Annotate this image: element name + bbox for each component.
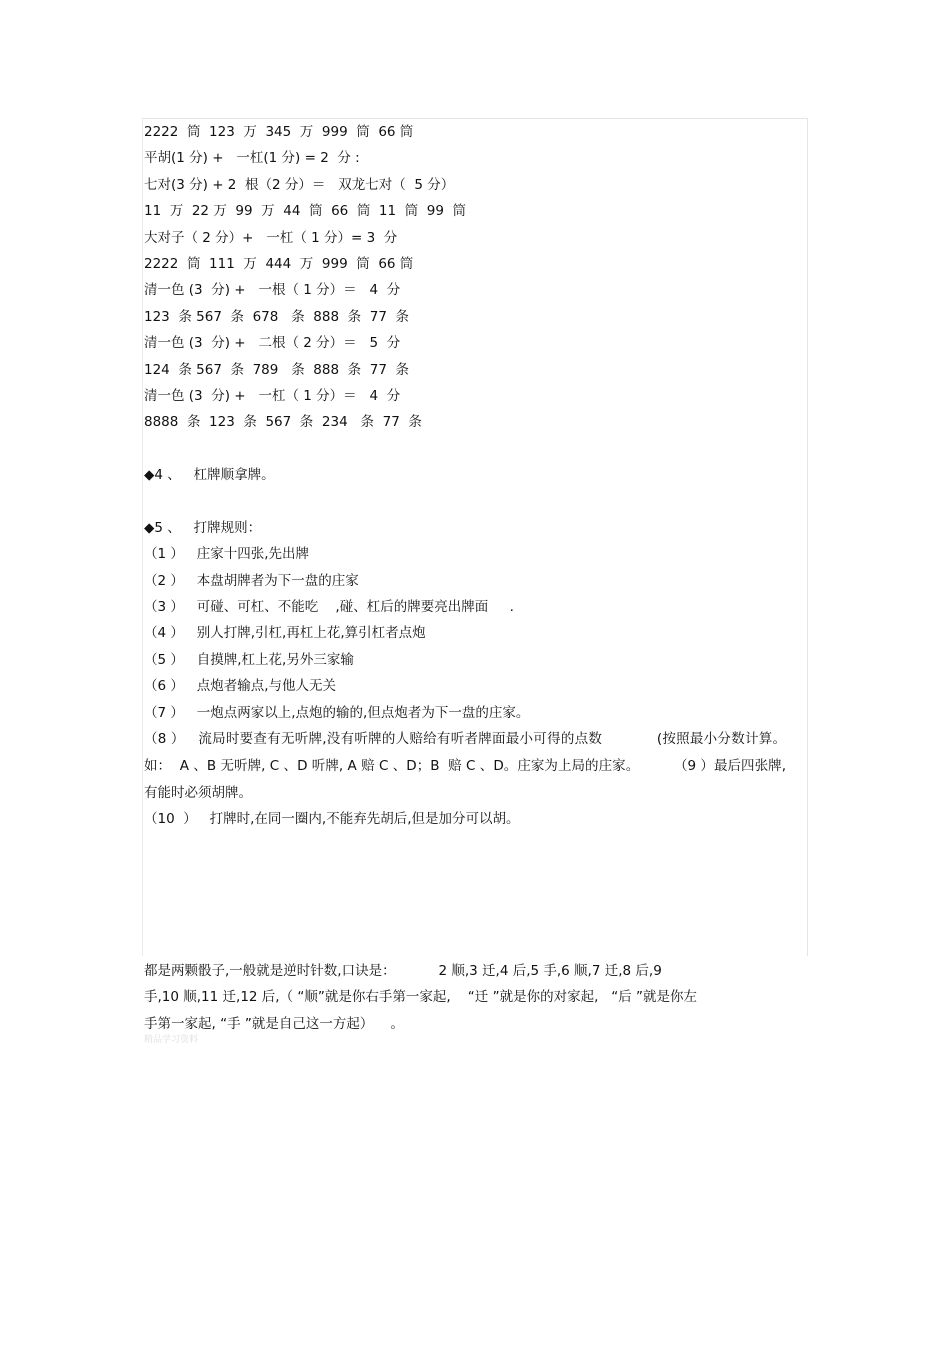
rule-item-8-9	[144, 726, 786, 806]
example-line: 大对子（ 2 分）+ 一杠（ 1 分）= 3 分	[144, 229, 398, 246]
section-5-heading: ◆5 、 打牌规则：	[144, 519, 262, 536]
footer-line: 都是两颗骰子,一般就是逆时针数,口诀是： 2 顺,3 迁,4 后,5 手,6 顺,7 迁,8 后,9	[144, 963, 662, 979]
rule-item: （5 ） 自摸牌,杠上花,另外三家输	[144, 651, 354, 668]
example-line: 124 条 567 条 789 条 888 条 77 条	[144, 361, 409, 378]
scoring-examples	[144, 119, 794, 436]
rule-item: （6 ） 点炮者输点,与他人无关	[144, 678, 337, 695]
footer-line: 手,10 顺,11 迁,12 后,（ “顺”就是你右手第一家起, “迁 ”就是你的对家起, “后 ”就是你左	[144, 989, 698, 1006]
watermark-note: 精品学习资料	[144, 1035, 199, 1045]
spacer	[144, 488, 794, 514]
rule-item: （2 ） 本盘胡牌者为下一盘的庄家	[144, 572, 359, 589]
example-line: 123 条 567 条 678 条 888 条 77 条	[144, 308, 409, 325]
example-line: 平胡(1 分) + 一杠(1 分) = 2 分 :	[144, 150, 360, 167]
example-line: 2222 筒 123 万 345 万 999 筒 66 筒	[144, 124, 414, 140]
document-body	[144, 119, 794, 833]
example-line: 8888 条 123 条 567 条 234 条 77 条	[144, 414, 422, 431]
example-line: 11 万 22 万 99 万 44 筒 66 筒 11 筒 99 筒	[144, 203, 467, 220]
footer-line: 手第一家起, “手 ”就是自己这一方起） 。	[144, 1015, 405, 1032]
rule-item: （3 ） 可碰、可杠、不能吃 ,碰、杠后的牌要亮出牌面 .	[144, 599, 514, 616]
section-4-heading: ◆4 、 杠牌顺拿牌。	[144, 467, 275, 484]
example-line: 清一色 (3 分) + 一杠（ 1 分）＝ 4 分	[144, 387, 401, 404]
example-line: 清一色 (3 分) + 一根（ 1 分）＝ 4 分	[144, 282, 401, 299]
example-line: 清一色 (3 分) + 二根（ 2 分）＝ 5 分	[144, 335, 401, 352]
rule-item-10: （10 ） 打牌时,在同一圈内,不能弃先胡后,但是加分可以胡。	[144, 811, 520, 828]
example-line: 2222 筒 111 万 444 万 999 筒 66 筒	[144, 255, 414, 272]
rule-item: （7 ） 一炮点两家以上,点炮的输的,但点炮者为下一盘的庄家。	[144, 704, 530, 721]
spacer	[144, 436, 794, 462]
rules-list	[144, 541, 794, 833]
dice-rules-footer	[144, 958, 744, 1037]
example-line: 七对(3 分) + 2 根（2 分）＝ 双龙七对（ 5 分）	[144, 176, 455, 193]
rule-item: （4 ） 别人打牌,引杠,再杠上花,算引杠者点炮	[144, 625, 426, 642]
rule-8-text: （8 ） 流局时要查有无听牌,没有听牌的人赔给有听者牌面最小可得的点数 (按照最小分数计算。如： A 、B 无听牌, C 、D 听牌, A 赔 C 、D；B 赔 C 、D。庄家为上局的庄家。 （9 ）最后四张牌,有能时必须胡牌。	[144, 730, 786, 801]
rule-item: （1 ） 庄家十四张,先出牌	[144, 546, 310, 563]
